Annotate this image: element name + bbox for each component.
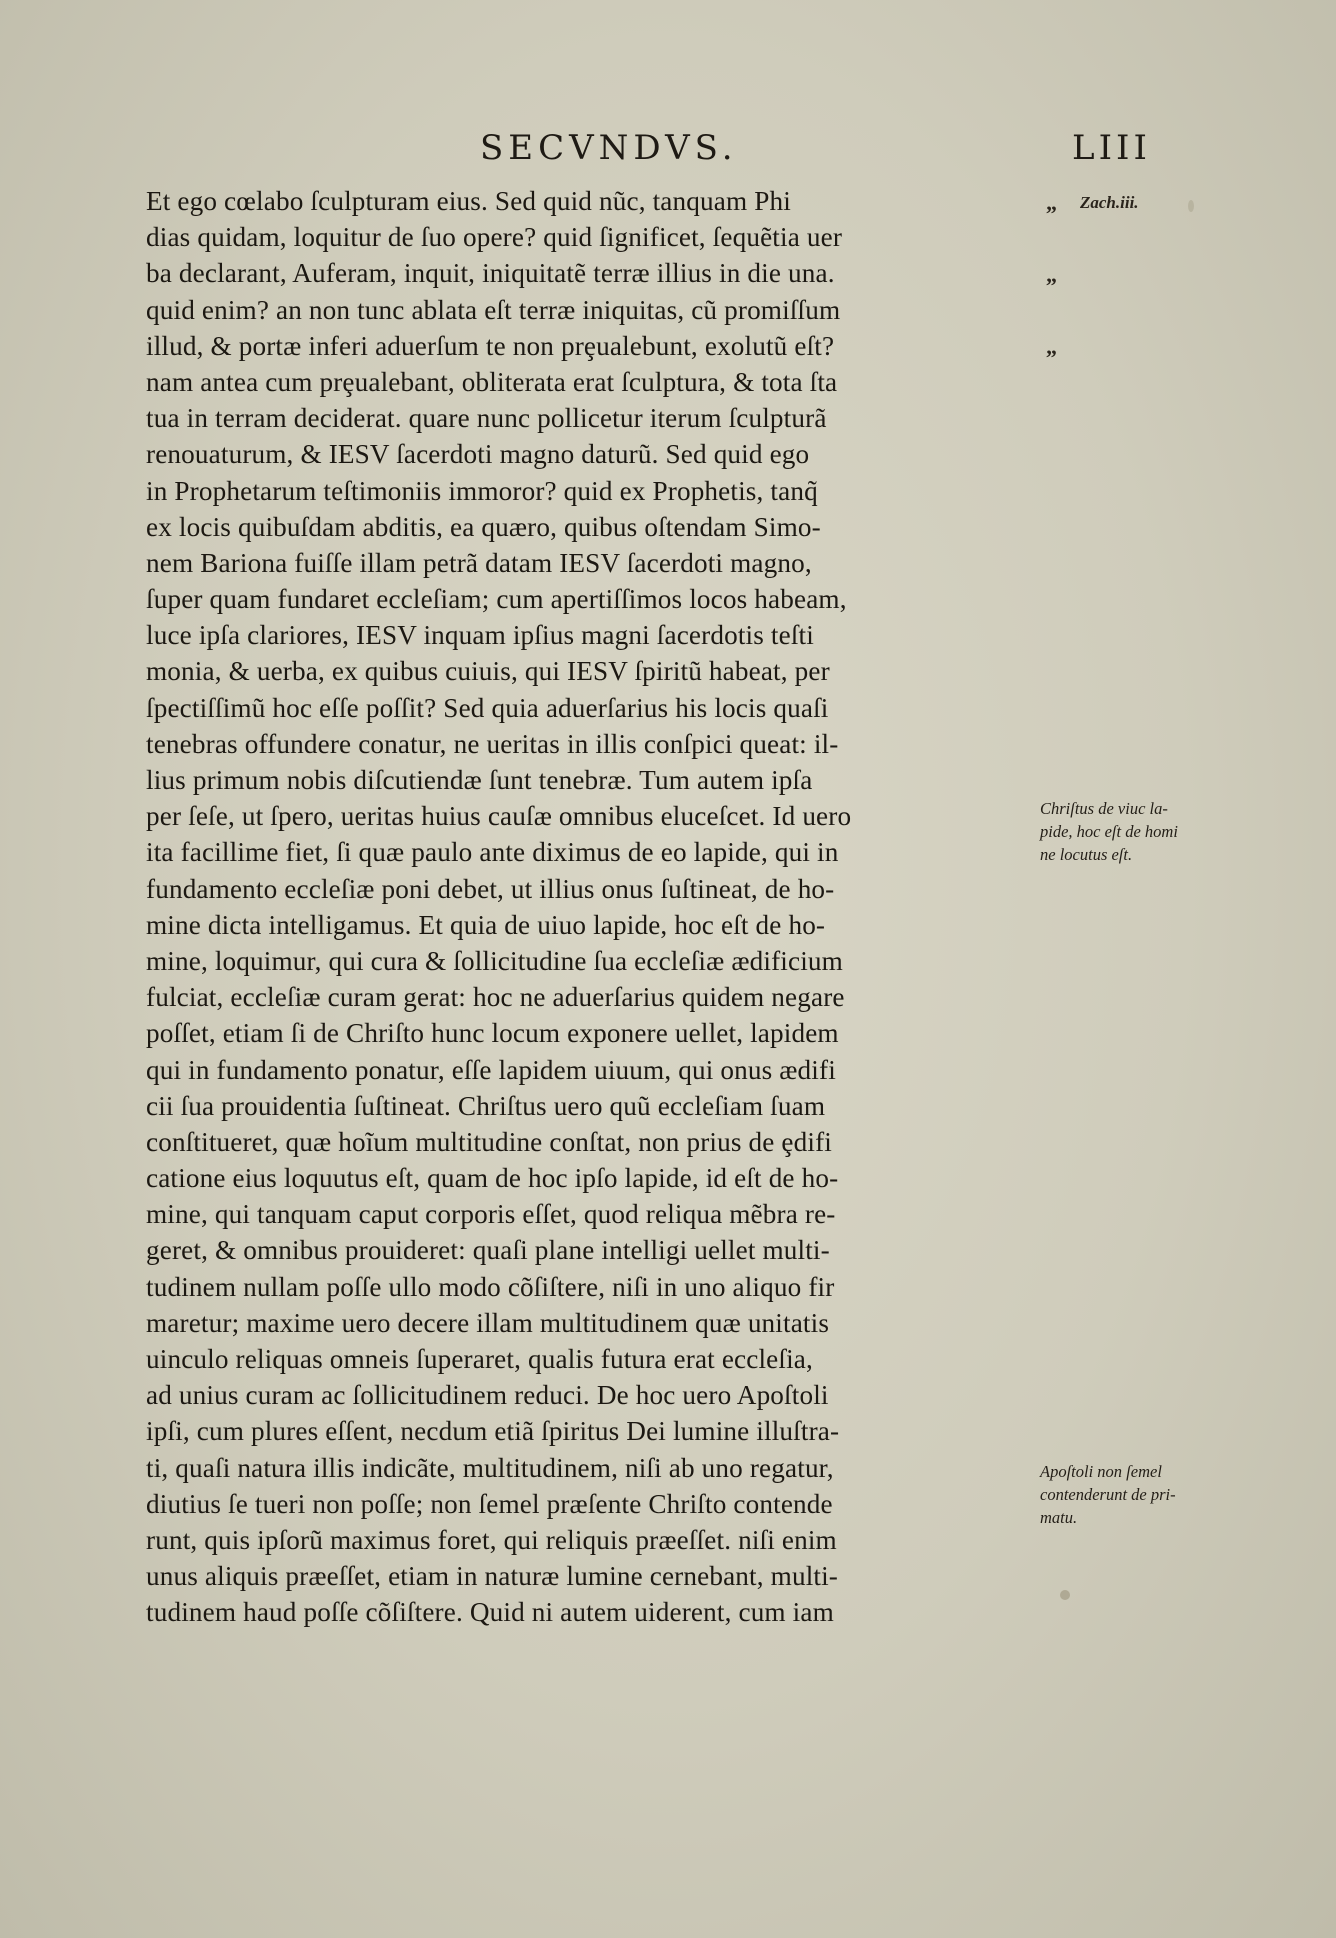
text-line: uinculo reliquas omneis ſuperaret, qualis futura erat eccleſia, bbox=[146, 1344, 813, 1374]
text-line: illud, & portæ inferi aduerſum te non prȩualebunt, exolutũ eſt? bbox=[146, 330, 835, 361]
text-line: ſuper quam fundaret eccleſiam; cum apertiſſimos locos habeam, bbox=[146, 584, 847, 615]
text-line: mine, qui tanquam caput corporis eſſet, quod reliqua mẽbra re- bbox=[146, 1199, 836, 1230]
text-line: ipſi, cum plures eſſent, necdum etiã ſpiritus Dei lumine illuſtra- bbox=[146, 1416, 840, 1447]
text-line: conſtitueret, quæ hoĩum multitudine conſtat, non prius de ȩdifi bbox=[146, 1126, 833, 1157]
text-line: runt, quis ipſorũ maximus foret, qui reliquis præeſſet. niſi enim bbox=[146, 1524, 837, 1555]
running-head: SECVNDVS. bbox=[480, 128, 738, 168]
text-line: ſpectiſſimũ hoc eſſe poſſit? Sed quia aduerſarius his locis quaſi bbox=[146, 692, 829, 723]
text-line: monia, & uerba, ex quibus cuiuis, qui IESV ſpiritũ habeat, per bbox=[146, 656, 830, 687]
margin-note-line: pide, hoc eſt de homi bbox=[1040, 822, 1178, 841]
text-line: cii ſua prouidentia ſuſtineat. Chriſtus uero quũ eccleſiam ſuam bbox=[146, 1090, 826, 1121]
text-line: qui in fundamento ponatur, eſſe lapidem uiuum, qui onus ædifi bbox=[146, 1054, 836, 1085]
main-text-block bbox=[146, 183, 1016, 1631]
text-line: mine dicta intelligamus. Et quia de uiuo lapide, hoc eſt de ho- bbox=[146, 909, 826, 940]
text-line: maretur; maxime uero decere illam multitudinem quæ unitatis bbox=[146, 1307, 830, 1338]
text-line: diutius ſe tueri non poſſe; non ſemel præſente Chriſto contende bbox=[146, 1488, 833, 1519]
text-line: unus aliquis præeſſet, etiam in naturæ lumine cernebant, multi- bbox=[146, 1561, 839, 1592]
page-header bbox=[0, 128, 1336, 178]
margin-note-line: matu. bbox=[1040, 1508, 1078, 1527]
text-line: ex locis quibuſdam abditis, ea quæro, quibus oſtendam Simo- bbox=[146, 511, 821, 542]
text-line: renouaturum, & IESV ſacerdoti magno daturũ. Sed quid ego bbox=[146, 439, 810, 470]
text-line: ba declarant, Auferam, inquit, iniquitatẽ terræ illius in die una. bbox=[146, 258, 835, 289]
margin-reference: Zach.iii. bbox=[1080, 193, 1139, 212]
text-line: poſſet, etiam ſi de Chriſto hunc locum exponere uellet, lapidem bbox=[146, 1018, 839, 1049]
text-line: per ſeſe, ut ſpero, ueritas huius cauſæ omnibus eluceſcet. Id uero bbox=[146, 801, 852, 832]
text-line: geret, & omnibus prouideret: quaſi plane intelligi uellet multi- bbox=[146, 1235, 830, 1266]
text-line: tudinem haud poſſe cõſiſtere. Quid ni autem uiderent, cum iam bbox=[146, 1597, 834, 1628]
text-line: nem Bariona fuiſſe illam petrã datam IESV ſacerdoti magno, bbox=[146, 547, 812, 578]
quotation-marker: „ bbox=[1046, 262, 1057, 287]
quotation-marker: „ bbox=[1046, 190, 1057, 215]
text-line: ti, quaſi natura illis indicãte, multitudinem, niſi ab uno regatur, bbox=[146, 1452, 834, 1483]
text-line: fundamento eccleſiæ poni debet, ut illius onus ſuſtineat, de ho- bbox=[146, 873, 835, 904]
margin-note-apostoli bbox=[1040, 1460, 1220, 1529]
text-line: ita facillime fiet, ſi quæ paulo ante diximus de eo lapide, qui in bbox=[146, 837, 839, 868]
text-line: dias quidam, loquitur de ſuo opere? quid ſignificet, ſequẽtia uer bbox=[146, 222, 843, 253]
text-line: in Prophetarum teſtimoniis immoror? quid ex Prophetis, tanq̃ bbox=[146, 475, 818, 506]
text-line: lius primum nobis diſcutiendæ ſunt tenebræ. Tum autem ipſa bbox=[146, 765, 813, 795]
margin-note-line: ne locutus eſt. bbox=[1040, 845, 1133, 864]
text-line: nam antea cum prȩualebant, obliterata erat ſculptura, & tota ſta bbox=[146, 366, 838, 397]
text-line: fulciat, eccleſiæ curam gerat: hoc ne aduerſarius quidem negare bbox=[146, 982, 845, 1013]
text-line: Et ego cœlabo ſculpturam eius. Sed quid nũc, tanquam Phi bbox=[146, 186, 791, 216]
text-line: quid enim? an non tunc ablata eſt terræ iniquitas, cũ promiſſum bbox=[146, 294, 841, 325]
quotation-marker: „ bbox=[1046, 334, 1057, 359]
text-line: tua in terram deciderat. quare nunc pollicetur iterum ſculpturã bbox=[146, 403, 827, 434]
text-line: tenebras offundere conatur, ne ueritas in illis conſpici queat: il- bbox=[146, 728, 839, 759]
text-line: mine, loquimur, qui cura & ſollicitudine ſua eccleſiæ ædificium bbox=[146, 945, 843, 976]
paper-mark bbox=[1188, 200, 1194, 212]
margin-note-line: Apoſtoli non ſemel bbox=[1040, 1462, 1162, 1481]
text-line: ad unius curam ac ſollicitudinem reduci. De hoc uero Apoſtoli bbox=[146, 1380, 829, 1411]
text-line: tudinem nullam poſſe ullo modo cõſiſtere, niſi in uno aliquo fir bbox=[146, 1271, 835, 1302]
margin-note-line: contenderunt de pri- bbox=[1040, 1485, 1176, 1504]
margin-note-line: Chriſtus de viuc la- bbox=[1040, 799, 1168, 818]
margin-note-christus bbox=[1040, 797, 1220, 866]
folio-number: LIII bbox=[1072, 128, 1151, 168]
text-line: luce ipſa clariores, IESV inquam ipſius magni ſacerdotis teſti bbox=[146, 620, 814, 651]
ink-spot bbox=[1060, 1590, 1070, 1600]
text-line: catione eius loquutus eſt, quam de hoc ipſo lapide, id eſt de ho- bbox=[146, 1163, 839, 1194]
